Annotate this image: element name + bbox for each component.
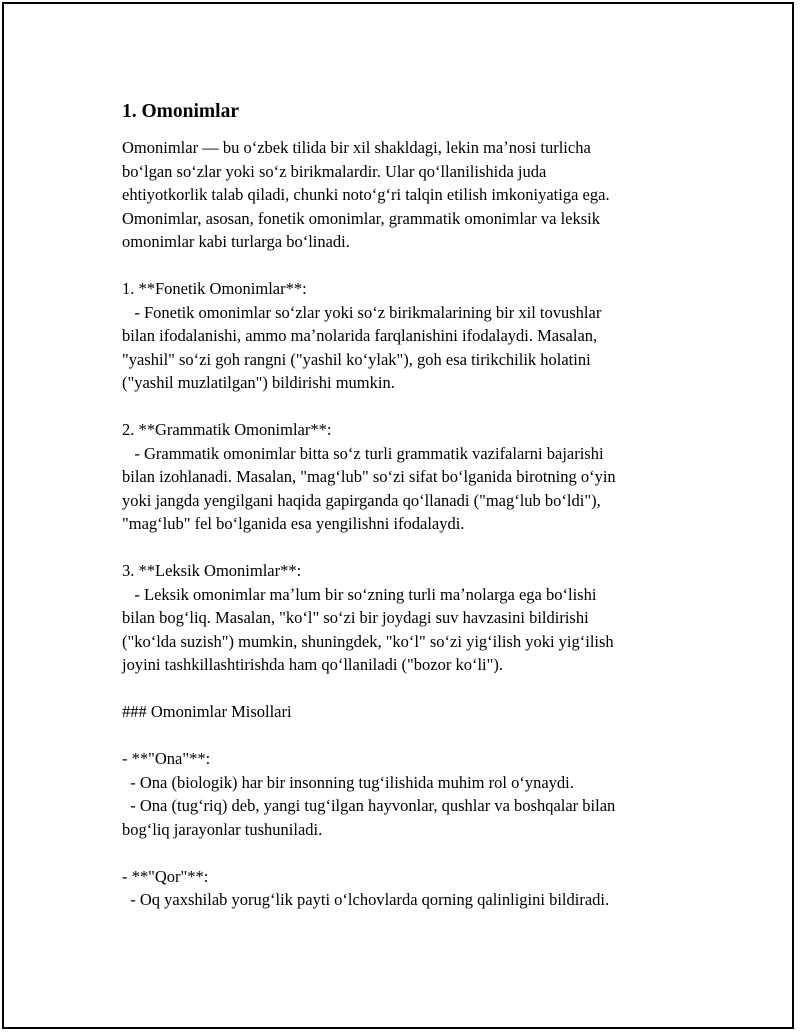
intro-line: ehtiyotkorlik talab qiladi, chunki notoʻgʻri talqin etilish imkoniyatiga ega. [122,185,610,204]
section-line: ("yashil muzlatilgan") bildirishi mumkin. [122,373,395,392]
section-line: bilan izohlanadi. Masalan, "magʻlub" soʻzi sifat boʻlganida birotning oʻyin [122,467,616,486]
section-title: 3. **Leksik Omonimlar**: [122,561,302,580]
section-fonetik [122,277,682,395]
section-title: 1. **Fonetik Omonimlar**: [122,279,307,298]
intro-line: Omonimlar, asosan, fonetik omonimlar, grammatik omonimlar va leksik [122,208,601,228]
intro-line: Omonimlar — bu oʻzbek tilida bir xil shakldagi, lekin maʼnosi turlicha [122,138,591,157]
section-leksik [122,559,682,677]
document-heading: 1. Omonimlar [122,101,239,122]
section-line: "magʻlub" fel boʻlganida esa yengilishni ifodalaydi. [122,514,465,533]
intro-line: omonimlar kabi turlarga boʻlinadi. [122,232,350,251]
section-title: 2. **Grammatik Omonimlar**: [122,420,332,439]
example-line: - Ona (biologik) har bir insonning tugʻilishida muhim rol oʻynaydi. [122,772,574,792]
example-qor [122,865,682,912]
example-title: - **"Qor"**: [122,866,209,886]
page-frame [2,2,794,1029]
section-line: joyini tashkillashtirishda ham qoʻllaniladi ("bozor koʻli"). [122,655,503,674]
section-line: bilan ifodalanishi, ammo maʼnolarida farqlanishini ifodalaydi. Masalan, [122,326,598,345]
example-ona [122,747,682,841]
section-line: yoki jangda yengilgani haqida gapirganda qoʻllanadi ("magʻlub boʻldi"), [122,490,601,510]
example-line: - Ona (tugʻriq) deb, yangi tugʻilgan hayvonlar, qushlar va boshqalar bilan [122,796,616,815]
section-grammatik [122,418,682,536]
section-line: - Leksik omonimlar maʼlum bir soʻzning turli maʼnolarga ega boʻlishi [122,584,597,604]
section-line: - Fonetik omonimlar soʻzlar yoki soʻz birikmalarining bir xil tovushlar [122,302,602,322]
examples-heading: ### Omonimlar Misollari [122,702,292,721]
section-line: bilan bogʻliq. Masalan, "koʻl" soʻzi bir joydagi suv havzasini bildirishi [122,608,589,627]
section-line: "yashil" soʻzi goh rangni ("yashil koʻylak"), goh esa tirikchilik holatini [122,349,591,369]
intro-line: boʻlgan soʻzlar yoki soʻz birikmalardir. Ular qoʻllanilishida juda [122,161,547,181]
example-title: - **"Ona"**: [122,749,211,768]
intro-paragraph [122,136,682,254]
example-line: bogʻliq jarayonlar tushuniladi. [122,819,323,839]
section-line: - Grammatik omonimlar bitta soʻz turli grammatik vazifalarni bajarishi [122,443,604,463]
document-body [122,100,682,912]
example-line: - Oq yaxshilab yorugʻlik payti oʻlchovlarda qorning qalinligini bildiradi. [122,890,610,909]
section-line: ("koʻlda suzish") mumkin, shuningdek, "koʻl" soʻzi yigʻilish yoki yigʻilish [122,631,614,651]
